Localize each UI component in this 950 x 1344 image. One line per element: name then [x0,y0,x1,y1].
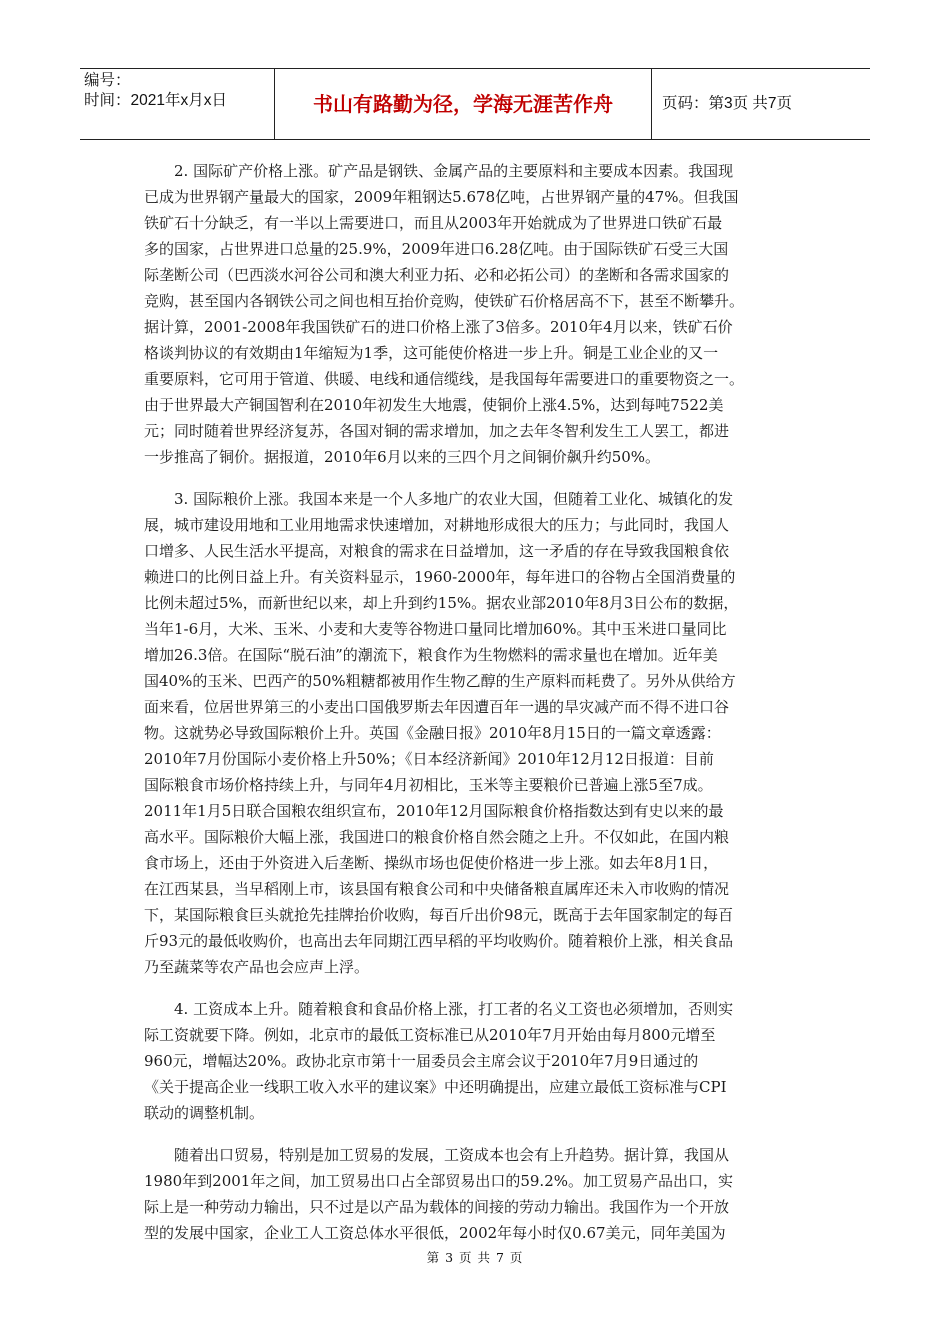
paragraph-line: 乃至蔬菜等农产品也会应声上浮。 [144,958,370,976]
paragraph-line: 铁矿石十分缺乏，有一半以上需要进口，而且从2003年开始就成为了世界进口铁矿石最 [144,214,723,232]
time-label: 时间：2021年x月x日 [84,92,227,109]
paragraph-line: 由于世界最大产铜国智利在2010年初发生大地震，使铜价上涨4.5%，达到每吨7522美 [144,396,724,414]
header-motto: 书山有路勤为径，学海无涯苦作舟 [313,92,613,116]
paragraph-line: 当年1-6月，大米、玉米、小麦和大麦等谷物进口量同比增加60%。其中玉米进口量同比 [144,620,727,638]
paragraph-line: 高水平。国际粮价大幅上涨，我国进口的粮食价格自然会随之上升。不仅如此，在国内粮 [144,828,730,846]
paragraph-line: 多的国家，占世界进口总量的25.9%，2009年进口6.28亿吨。由于国际铁矿石受三大国 [144,240,729,258]
paragraph-line: 下，某国际粮食巨头就抢先挂牌抬价收购，每百斤出价98元，既高于去年国家制定的每百 [144,906,734,924]
paragraph-line: 《关于提高企业一线职工收入水平的建议案》中还明确提出，应建立最低工资标准与CPI [144,1078,727,1096]
paragraph-line: 据计算，2001-2008年我国铁矿石的进口价格上涨了3倍多。2010年4月以来，铁矿石价 [144,318,733,336]
paragraph-line: 联动的调整机制。 [144,1104,265,1122]
paragraph-line: 比例未超过5%，而新世纪以来，却上升到约15%。据农业部2010年8月3日公布的数据， [144,594,739,612]
paragraph-line: 斤93元的最低收购价，也高出去年同期江西早稻的平均收购价。随着粮价上涨，相关食品 [144,932,734,950]
paragraph-line: 3. 国际粮价上涨。我国本来是一个人多地广的农业大国，但随着工业化、城镇化的发 [174,490,734,508]
header-meta [84,71,289,137]
paragraph-line: 重要原料，它可用于管道、供暖、电线和通信缆线，是我国每年需要进口的重要物资之一。 [144,370,745,388]
paragraph-line: 增加26.3倍。在国际“脱石油”的潮流下，粮食作为生物燃料的需求量也在增加。近年美 [144,646,718,664]
paragraph-line: 960元，增幅达20%。政协北京市第十一届委员会主席会议于2010年7月9日通过的 [144,1052,699,1070]
paragraph-line: 国际粮食市场价格持续上升，与同年4月初相比，玉米等主要粮价已普遍上涨5至7成。 [144,776,713,794]
paragraph-line: 2010年7月份国际小麦价格上升50%；《日本经济新闻》2010年12月12日报道：目前 [144,750,714,768]
paragraph-line: 2011年1月5日联合国粮农组织宣布，2010年12月国际粮食价格指数达到有史以来的最 [144,802,724,820]
paragraph-line: 型的发展中国家，企业工人工资总体水平很低，2002年每小时仅0.67美元，同年美国为 [144,1224,726,1242]
paragraph-line: 2. 国际矿产价格上涨。矿产品是钢铁、金属产品的主要原料和主要成本因素。我国现 [174,162,734,180]
paragraph-line: 元；同时随着世界经济复苏，各国对铜的需求增加，加之去年冬智利发生工人罢工，都进 [144,422,730,440]
paragraph-line: 展，城市建设用地和工业用地需求快速增加，对耕地形成很大的压力；与此同时，我国人 [144,516,730,534]
paragraph-line: 面来看，位居世界第三的小麦出口国俄罗斯去年因遭百年一遇的旱灾减产而不得不进口谷 [144,698,730,716]
paragraph-line: 在江西某县，当早稻刚上市，该县国有粮食公司和中央储备粮直属库还未入市收购的情况 [144,880,730,898]
paragraph-line: 竞购，甚至国内各钢铁公司之间也相互抬价竞购，使铁矿石价格居高不下，甚至不断攀升。 [144,292,745,310]
paragraph-line: 物。这就势必导致国际粮价上升。英国《金融日报》2010年8月15日的一篇文章透露： [144,724,721,742]
page-header [80,68,870,140]
page-footer: 第 3 页 共 7 页 [426,1250,524,1265]
paragraph-line: 赖进口的比例日益上升。有关资料显示，1960-2000年，每年进口的谷物占全国消费量的 [144,568,736,586]
paragraph [144,1142,806,1246]
paragraph-line: 1980年到2001年之间，加工贸易出口占全部贸易出口的59.2%。加工贸易产品出口，实 [144,1172,734,1190]
paragraph-line: 国40%的玉米、巴西产的50%粗糖都被用作生物乙醇的生产原料而耗费了。另外从供给方 [144,672,736,690]
header-page-info: 页码：第3页 共7页 [662,95,793,112]
paragraph-line: 4. 工资成本上升。随着粮食和食品价格上涨，打工者的名义工资也必须增加，否则实 [174,1000,734,1018]
paragraph-line: 际上是一种劳动力输出，只不过是以产品为载体的间接的劳动力输出。我国作为一个开放 [144,1198,730,1216]
header-divider [651,69,652,139]
paragraph-line: 际垄断公司（巴西淡水河谷公司和澳大利亚力拓、必和必拓公司）的垄断和各需求国家的 [144,266,730,284]
paragraph [144,486,806,980]
header-divider [274,69,275,139]
paragraph [144,158,806,470]
number-label: 编号： [84,72,131,89]
paragraph [144,996,806,1126]
paragraph-line: 格谈判协议的有效期由1年缩短为1季，这可能使价格进一步上升。铜是工业企业的又一 [144,344,719,362]
paragraph-line: 食市场上，还由于外资进入后垄断、操纵市场也促使价格进一步上涨。如去年8月1日， [144,854,719,872]
paragraph-line: 一步推高了铜价。据报道，2010年6月以来的三四个月之间铜价飙升约50%。 [144,448,661,466]
document-body [144,158,806,1262]
paragraph-line: 随着出口贸易，特别是加工贸易的发展，工资成本也会有上升趋势。据计算，我国从 [174,1146,730,1164]
paragraph-line: 口增多、人民生活水平提高，对粮食的需求在日益增加，这一矛盾的存在导致我国粮食依 [144,542,730,560]
paragraph-line: 际工资就要下降。例如，北京市的最低工资标准已从2010年7月开始由每月800元增至 [144,1026,716,1044]
paragraph-line: 已成为世界钢产量最大的国家，2009年粗钢达5.678亿吨，占世界钢产量的47%。但我国 [144,188,739,206]
